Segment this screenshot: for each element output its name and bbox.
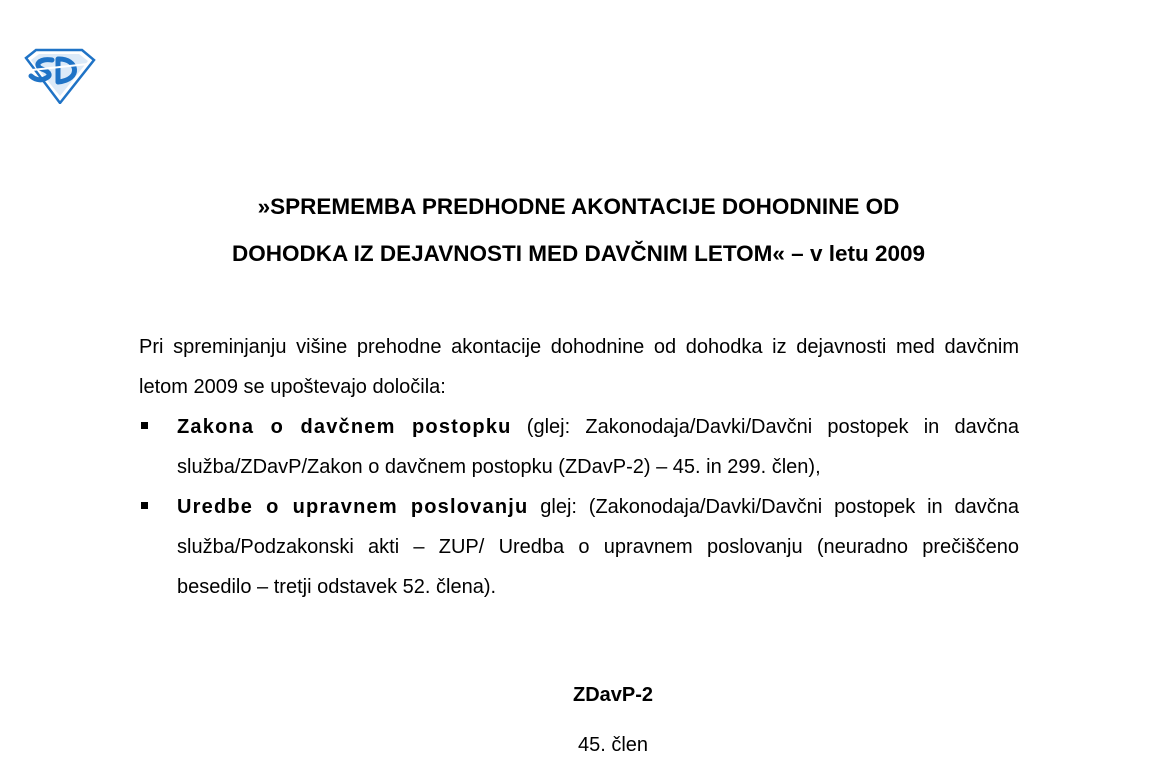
sd-logo-icon <box>22 48 96 104</box>
law-name: Zakona o davčnem postopku <box>177 416 512 438</box>
title-line-1: »SPREMEMBA PREDHODNE AKONTACIJE DOHODNINE OD <box>257 194 900 219</box>
law-reference: (glej: Zakonodaja/Davki/Davčni postopek in davčna služba/ZDavP/Zakon o davčnem postopku (ZDavP-2) – 45. in 299. člen), <box>177 416 1019 478</box>
square-bullet-icon <box>141 422 148 429</box>
list-item <box>139 487 1019 607</box>
title-line-2: DOHODKA IZ DEJAVNOSTI MED DAVČNIM LETOM« – v letu 2009 <box>231 241 926 266</box>
provisions-list <box>139 407 1019 607</box>
intro-paragraph: Pri spreminjanju višine prehodne akontacije dohodnine od dohodka iz dejavnosti med davčnim letom 2009 se upoštevajo določila: <box>139 336 1019 398</box>
square-bullet-icon <box>141 502 148 509</box>
regulation-reference: glej: (Zakonodaja/Davki/Davčni postopek in davčna služba/Podzakonski akti – ZUP/ Uredba o upravnem poslovanju (neuradno prečiščeno besedilo – tretji odstavek 52. člena). <box>177 496 1020 598</box>
section-subheading: 45. člen <box>577 734 649 756</box>
section-heading: ZDavP-2 <box>572 684 654 706</box>
regulation-name: Uredbe o upravnem poslovanju <box>177 496 529 518</box>
list-item <box>139 407 1019 487</box>
document-title <box>0 183 1157 277</box>
